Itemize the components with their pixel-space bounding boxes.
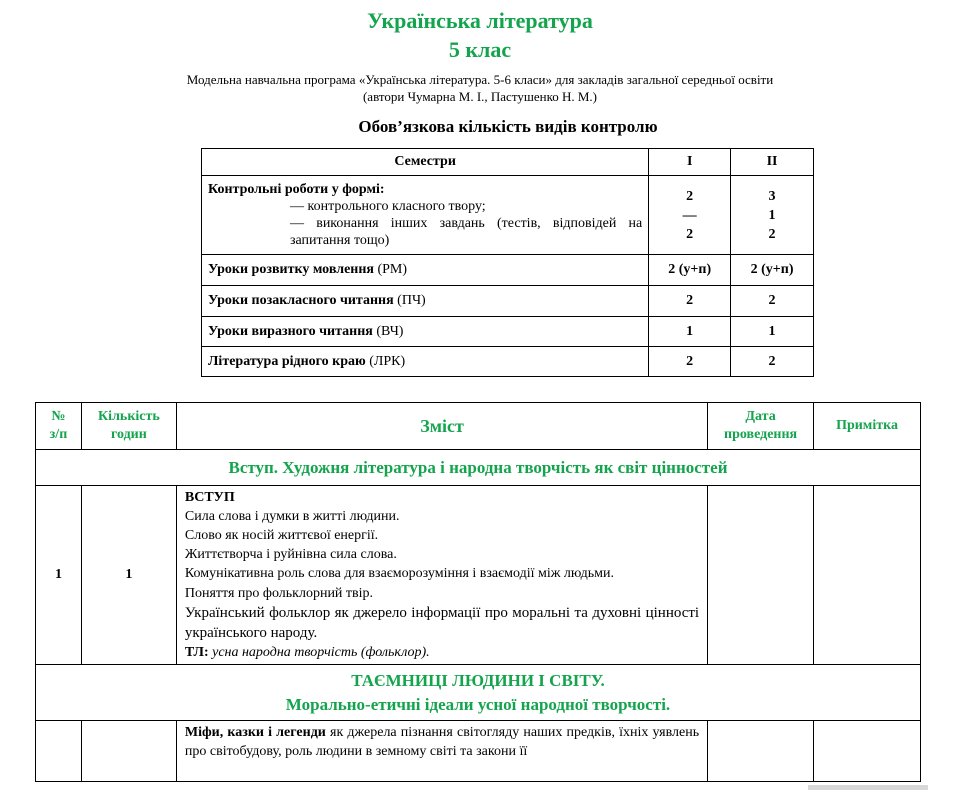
control-row-lrk xyxy=(202,347,814,377)
program-header-row xyxy=(36,403,921,450)
content-line: Поняття про фольклорний твір. xyxy=(184,586,374,601)
control-sub-2: — виконання інших завдань (тестів, відповідей на запитання тощо) xyxy=(290,216,643,248)
row-content-text: як джерела пізнання світогляду наших предків, їхніх уявлень про світобудову, роль людини в земному світі та закони її xyxy=(184,725,700,759)
col-date: Дата xyxy=(745,409,776,424)
rm-s2: 2 (у+п) xyxy=(731,255,814,286)
section-row-intro xyxy=(36,450,921,486)
col-no-2: з/п xyxy=(49,427,68,442)
program-description xyxy=(0,71,960,105)
vch-s1: 1 xyxy=(649,317,731,347)
col-semester-2: II xyxy=(731,149,814,176)
tests-s2-c: 2 xyxy=(768,226,776,242)
row-number: 1 xyxy=(36,486,82,665)
content-line: Життєтворча і руйнівна сила слова. xyxy=(184,547,397,562)
tests-s2-a: 3 xyxy=(768,188,776,204)
lrk-label: Література рідного краю xyxy=(208,353,366,369)
lrk-abbr: (ЛРК) xyxy=(365,353,406,369)
row-content xyxy=(176,486,707,665)
tests-s1-dash: — xyxy=(682,207,697,223)
vch-s2: 1 xyxy=(731,317,814,347)
control-sub-1: — контрольного класного твору; xyxy=(290,199,486,214)
document-title: Українська література xyxy=(367,8,593,33)
tests-s1-a: 2 xyxy=(686,188,694,204)
col-hours: Кількість xyxy=(98,409,160,424)
vch-abbr: (ВЧ) xyxy=(372,323,404,339)
section-mysteries-title: ТАЄМНИЦІ ЛЮДИНИ І СВІТУ. xyxy=(351,670,605,690)
control-table xyxy=(201,148,814,377)
tests-s1-b: 2 xyxy=(686,226,694,242)
col-content: Зміст xyxy=(176,403,707,450)
table-row xyxy=(36,486,921,665)
control-heading: Обов’язкова кількість видів контролю xyxy=(358,117,658,136)
section-row-mysteries xyxy=(36,665,921,721)
row-content-bold: Міфи, казки і легенди xyxy=(184,725,326,740)
row-date-cell xyxy=(708,721,814,782)
col-note: Примітка xyxy=(814,403,921,450)
control-row-tests xyxy=(202,176,814,255)
row-hours xyxy=(81,721,176,782)
theory-line xyxy=(185,643,699,662)
rm-s1: 2 (у+п) xyxy=(649,255,731,286)
vch-label: Уроки виразного читання xyxy=(208,323,373,339)
pch-abbr: (ПЧ) xyxy=(393,293,426,308)
content-line-large: Український фольклор як джерело інформації про моральні та духовні цінності українського народу. xyxy=(184,605,700,641)
col-semester-1: I xyxy=(649,149,731,176)
control-label: Контрольні роботи у формі: xyxy=(208,182,385,197)
col-hours-2: годин xyxy=(110,427,147,442)
row-heading: ВСТУП xyxy=(184,490,235,505)
grade-title: 5 клас xyxy=(448,37,512,62)
pch-s1: 2 xyxy=(649,286,731,317)
content-line: Комунікативна роль слова для взаєморозуміння і взаємодії між людьми. xyxy=(184,566,615,581)
program-line-2: (автори Чумарна М. І., Пастушенко Н. М.) xyxy=(362,89,598,104)
control-row-vch xyxy=(202,317,814,347)
tl-text: усна народна творчість (фольклор). xyxy=(208,645,430,660)
control-row-rm xyxy=(202,255,814,286)
row-content xyxy=(176,721,707,782)
col-date-2: проведення xyxy=(724,427,798,442)
row-note-cell xyxy=(814,721,921,782)
pch-label: Уроки позакласного читання xyxy=(208,293,394,308)
control-row-pch xyxy=(202,286,814,317)
scrollbar[interactable] xyxy=(808,785,928,790)
col-no: № xyxy=(51,409,66,424)
control-header-row xyxy=(202,149,814,176)
program-table xyxy=(35,402,921,782)
lrk-s2: 2 xyxy=(731,347,814,377)
content-line: Слово як носій життєвої енергії. xyxy=(184,528,379,543)
row-number xyxy=(36,721,82,782)
tests-s2-b: 1 xyxy=(768,207,776,223)
program-line-1: Модельна навчальна програма «Українська література. 5-6 класи» для закладів загальної середньої освіти xyxy=(186,72,774,87)
rm-abbr: (РМ) xyxy=(373,262,408,277)
section-intro-title: Вступ. Художня література і народна творчість як світ цінностей xyxy=(36,450,921,486)
col-semesters: Семестри xyxy=(202,149,649,176)
pch-s2: 2 xyxy=(731,286,814,317)
table-row xyxy=(36,721,921,782)
lrk-s1: 2 xyxy=(649,347,731,377)
row-date-cell xyxy=(708,486,814,665)
content-line: Сила слова і думки в житті людини. xyxy=(184,509,400,524)
row-hours: 1 xyxy=(81,486,176,665)
tl-label: ТЛ: xyxy=(184,645,209,660)
rm-label: Уроки розвитку мовлення xyxy=(208,262,374,277)
row-note-cell xyxy=(814,486,921,665)
section-mysteries-subtitle: Морально-етичні ідеали усної народної творчості. xyxy=(285,694,671,714)
